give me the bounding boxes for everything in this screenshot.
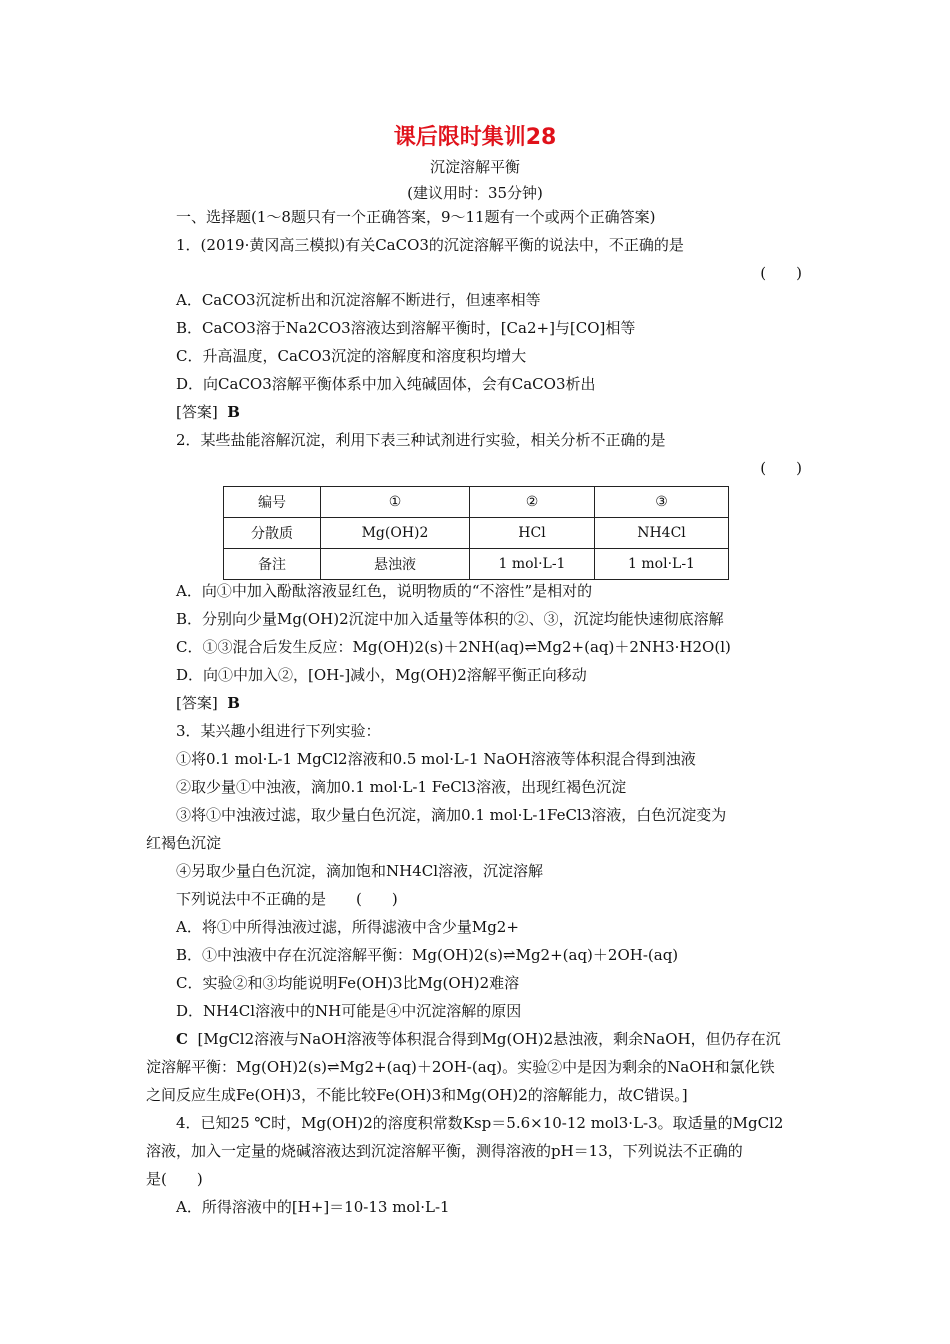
q2-option-d: D．向①中加入②，[OH-]减小，Mg(OH)2溶解平衡正向移动 [176,666,587,684]
q3-explanation-2: 淀溶解平衡：Mg(OH)2(s)⇌Mg2+(aq)＋2OH-(aq)。实验②中是因为剩余的NaOH和氯化铁 [146,1058,775,1076]
q3-step-2: ②取少量①中浊液，滴加0.1 mol·L-1 FeCl3溶液，出现红褐色沉淀 [176,778,627,796]
section-heading: 一、选择题(1～8题只有一个正确答案，9～11题有一个或两个正确答案) [176,208,656,226]
table-header-cell: ① [321,487,470,518]
table-cell: 分散质 [224,518,321,549]
q1-answer-label: [答案] [176,403,218,421]
q2-paren: ( ) [760,459,802,477]
table-cell: Mg(OH)2 [321,518,470,549]
q1-paren: ( ) [760,264,802,282]
page-subtitle: 沉淀溶解平衡 [429,158,520,176]
q1-answer [176,402,240,422]
q1-stem: 1．(2019·黄冈高三模拟)有关CaCO3的沉淀溶解平衡的说法中，不正确的是 [176,236,684,254]
q4-stem-2: 溶液，加入一定量的烧碱溶液达到沉淀溶解平衡，测得溶液的pH＝13，下列说法不正确的 [146,1142,743,1160]
q3-step-3-cont: 红褐色沉淀 [146,834,222,852]
q1-option-d: D．向CaCO3溶解平衡体系中加入纯碱固体，会有CaCO3析出 [176,375,596,393]
q2-stem: 2．某些盐能溶解沉淀，利用下表三种试剂进行实验，相关分析不正确的是 [176,431,666,449]
reagent-table [223,486,729,580]
table-cell: NH4Cl [595,518,729,549]
q3-explanation-3: 之间反应生成Fe(OH)3，不能比较Fe(OH)3和Mg(OH)2的溶解能力，故C错误。] [146,1086,688,1104]
q3-option-b: B．①中浊液中存在沉淀溶解平衡：Mg(OH)2(s)⇌Mg2+(aq)＋2OH-(aq) [176,946,679,964]
table-row [224,549,729,580]
q1-answer-value: B [227,403,240,421]
q3-step-4: ④另取少量白色沉淀，滴加饱和NH4Cl溶液，沉淀溶解 [176,862,544,880]
q3-explanation-1 [176,1029,781,1049]
q1-option-c: C．升高温度，CaCO3沉淀的溶解度和溶度积均增大 [176,347,527,365]
time-note: (建议用时：35分钟) [407,184,543,202]
q3-step-3: ③将①中浊液过滤，取少量白色沉淀，滴加0.1 mol·L-1FeCl3溶液，白色沉淀变为 [176,806,727,824]
table-cell: 1 mol·L-1 [470,549,595,580]
q4-stem-1: 4．已知25 ℃时，Mg(OH)2的溶度积常数Ksp＝5.6×10-12 mol3·L-3。取适量的MgCl2 [176,1114,784,1132]
q3-explanation-text: [MgCl2溶液与NaOH溶液等体积混合得到Mg(OH)2悬浊液，剩余NaOH，但仍存在沉 [197,1030,781,1048]
q3-step-1: ①将0.1 mol·L-1 MgCl2溶液和0.5 mol·L-1 NaOH溶液等体积混合得到浊液 [176,750,696,768]
table-cell: 1 mol·L-1 [595,549,729,580]
table-header-cell: ② [470,487,595,518]
q1-option-a: A．CaCO3沉淀析出和沉淀溶解不断进行，但速率相等 [176,291,541,309]
q3-answer-value: C [176,1030,188,1048]
q3-stem: 3．某兴趣小组进行下列实验： [176,722,381,740]
table-row [224,518,729,549]
q2-answer-value: B [227,694,240,712]
q2-option-c: C．①③混合后发生反应：Mg(OH)2(s)＋2NH(aq)⇌Mg2+(aq)＋2NH3·H2O(l) [176,638,731,656]
q2-option-b: B．分别向少量Mg(OH)2沉淀中加入适量等体积的②、③，沉淀均能快速彻底溶解 [176,610,724,628]
q4-stem-3: 是( ) [146,1170,203,1188]
table-cell: 悬浊液 [321,549,470,580]
table-cell: HCl [470,518,595,549]
q4-option-a: A．所得溶液中的[H+]＝10-13 mol·L-1 [176,1198,450,1216]
table-header-row [224,487,729,518]
q3-question: 下列说法中不正确的是 ( ) [176,890,398,908]
q2-answer [176,693,240,713]
table-header-cell: ③ [595,487,729,518]
q2-option-a: A．向①中加入酚酞溶液显红色，说明物质的“不溶性”是相对的 [176,582,593,600]
q3-option-c: C．实验②和③均能说明Fe(OH)3比Mg(OH)2难溶 [176,974,520,992]
q3-option-a: A．将①中所得浊液过滤，所得滤液中含少量Mg2+ [176,918,519,936]
q2-answer-label: [答案] [176,694,218,712]
table-cell: 备注 [224,549,321,580]
q1-option-b: B．CaCO3溶于Na2CO3溶液达到溶解平衡时，[Ca2+]与[CO]相等 [176,319,636,337]
table-header-cell: 编号 [224,487,321,518]
q3-option-d: D．NH4Cl溶液中的NH可能是④中沉淀溶解的原因 [176,1002,522,1020]
page-title: 课后限时集训28 [393,125,557,150]
